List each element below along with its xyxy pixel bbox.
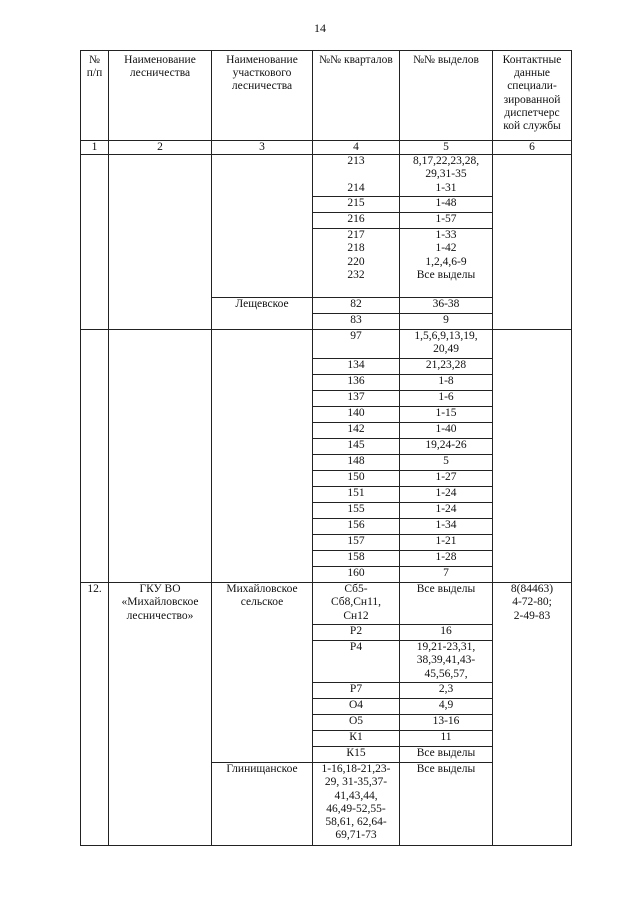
allotment-cell: 9 bbox=[400, 314, 493, 330]
forestry-cell bbox=[109, 155, 212, 330]
quarter-cell: Сб5- Сб8,Сн11, Сн12 bbox=[313, 583, 400, 625]
column-number: 3 bbox=[212, 141, 313, 155]
sub-forestry-cell bbox=[212, 155, 313, 298]
sub-forestry-name: Лещевское bbox=[212, 298, 313, 330]
allotment-cell: 1-24 bbox=[400, 487, 493, 503]
column-number: 5 bbox=[400, 141, 493, 155]
allotment-cell: 21,23,28 bbox=[400, 359, 493, 375]
table-row bbox=[81, 155, 572, 197]
page-number: 14 bbox=[314, 21, 326, 35]
row-number-cell: 12. bbox=[81, 583, 109, 846]
allotment-cell: 36-38 bbox=[400, 298, 493, 314]
allotment-cell: 4,9 bbox=[400, 699, 493, 715]
row-number-cell bbox=[81, 155, 109, 330]
quarter-cell: Р4 bbox=[313, 641, 400, 683]
allotment-cell: 5 bbox=[400, 455, 493, 471]
sub-forestry-name: Глинищанское bbox=[212, 763, 313, 846]
allotment-cell: 1-8 bbox=[400, 375, 493, 391]
quarter-cell: 140 bbox=[313, 407, 400, 423]
header-forestry: Наименование лесничества bbox=[109, 51, 212, 141]
contacts-cell: 8(84463) 4-72-80; 2-49-83 bbox=[493, 583, 572, 846]
quarter-cell: О5 bbox=[313, 715, 400, 731]
table-header-row bbox=[81, 51, 572, 141]
quarter-cell: К15 bbox=[313, 747, 400, 763]
column-number: 1 bbox=[81, 141, 109, 155]
row-number-cell bbox=[81, 330, 109, 583]
quarter-cell: 134 bbox=[313, 359, 400, 375]
quarter-cell: 156 bbox=[313, 519, 400, 535]
header-allotments: №№ выделов bbox=[400, 51, 493, 141]
column-number: 6 bbox=[493, 141, 572, 155]
quarter-cell: 142 bbox=[313, 423, 400, 439]
allotment-cell: 1-21 bbox=[400, 535, 493, 551]
allotment-cell: 2,3 bbox=[400, 683, 493, 699]
quarter-cell: Р2 bbox=[313, 625, 400, 641]
quarter-cell: 83 bbox=[313, 314, 400, 330]
contacts-cell bbox=[493, 330, 572, 583]
quarter-cell: 151 bbox=[313, 487, 400, 503]
quarter-cell: 145 bbox=[313, 439, 400, 455]
header-sub-forestry: Наименование участкового лесничества bbox=[212, 51, 313, 141]
allotment-cell: 1-6 bbox=[400, 391, 493, 407]
quarter-cell: 150 bbox=[313, 471, 400, 487]
quarter-cell: 217 218 220 232 bbox=[313, 229, 400, 298]
quarter-cell: 136 bbox=[313, 375, 400, 391]
quarter-cell: 155 bbox=[313, 503, 400, 519]
forestry-cell bbox=[109, 330, 212, 583]
header-number: № п/п bbox=[81, 51, 109, 141]
header-quarters: №№ кварталов bbox=[313, 51, 400, 141]
allotment-cell: 13-16 bbox=[400, 715, 493, 731]
allotment-cell: 8,17,22,23,28, 29,31-35 1-31 bbox=[400, 155, 493, 197]
allotment-cell: Все выделы bbox=[400, 747, 493, 763]
quarter-cell: О4 bbox=[313, 699, 400, 715]
allotment-cell: 1-40 bbox=[400, 423, 493, 439]
sub-forestry-cell bbox=[212, 330, 313, 583]
column-number-row bbox=[81, 141, 572, 155]
quarter-cell: К1 bbox=[313, 731, 400, 747]
allotment-cell: 19,24-26 bbox=[400, 439, 493, 455]
quarter-cell: 158 bbox=[313, 551, 400, 567]
quarter-cell: 97 bbox=[313, 330, 400, 359]
quarter-cell: 137 bbox=[313, 391, 400, 407]
column-number: 2 bbox=[109, 141, 212, 155]
quarter-cell: 157 bbox=[313, 535, 400, 551]
allotment-cell: 1-33 1-42 1,2,4,6-9 Все выделы bbox=[400, 229, 493, 298]
quarter-cell: 213 214 bbox=[313, 155, 400, 197]
allotment-cell: Все выделы bbox=[400, 763, 493, 846]
quarter-cell: 1-16,18-21,23- 29, 31-35,37- 41,43,44, 46,49-52,55- 58,61, 62,64- 69,71-73 bbox=[313, 763, 400, 846]
quarter-cell: Р7 bbox=[313, 683, 400, 699]
table-row bbox=[81, 583, 572, 625]
quarter-cell: 160 bbox=[313, 567, 400, 583]
allotment-cell: 1-57 bbox=[400, 213, 493, 229]
allotment-cell: 1-24 bbox=[400, 503, 493, 519]
header-contacts: Контактные данные специали-зированной диспетчерс кой службы bbox=[493, 51, 572, 141]
table-row bbox=[81, 330, 572, 359]
allotment-cell: 7 bbox=[400, 567, 493, 583]
quarter-cell: 215 bbox=[313, 197, 400, 213]
column-number: 4 bbox=[313, 141, 400, 155]
allotment-cell: 1-27 bbox=[400, 471, 493, 487]
allotment-cell: 19,21-23,31, 38,39,41,43- 45,56,57, bbox=[400, 641, 493, 683]
allotment-cell: 16 bbox=[400, 625, 493, 641]
allotment-cell: 1-15 bbox=[400, 407, 493, 423]
allotment-cell: 11 bbox=[400, 731, 493, 747]
allotment-cell: 1-34 bbox=[400, 519, 493, 535]
allotment-cell: 1-48 bbox=[400, 197, 493, 213]
quarter-cell: 82 bbox=[313, 298, 400, 314]
quarter-cell: 148 bbox=[313, 455, 400, 471]
sub-forestry-name: Михайловское сельское bbox=[212, 583, 313, 763]
allotment-cell: Все выделы bbox=[400, 583, 493, 625]
contacts-cell bbox=[493, 155, 572, 330]
allotment-cell: 1-28 bbox=[400, 551, 493, 567]
forestry-table bbox=[80, 50, 572, 846]
allotment-cell: 1,5,6,9,13,19, 20,49 bbox=[400, 330, 493, 359]
forestry-name: ГКУ ВО «Михайловское лесничество» bbox=[109, 583, 212, 846]
quarter-cell: 216 bbox=[313, 213, 400, 229]
